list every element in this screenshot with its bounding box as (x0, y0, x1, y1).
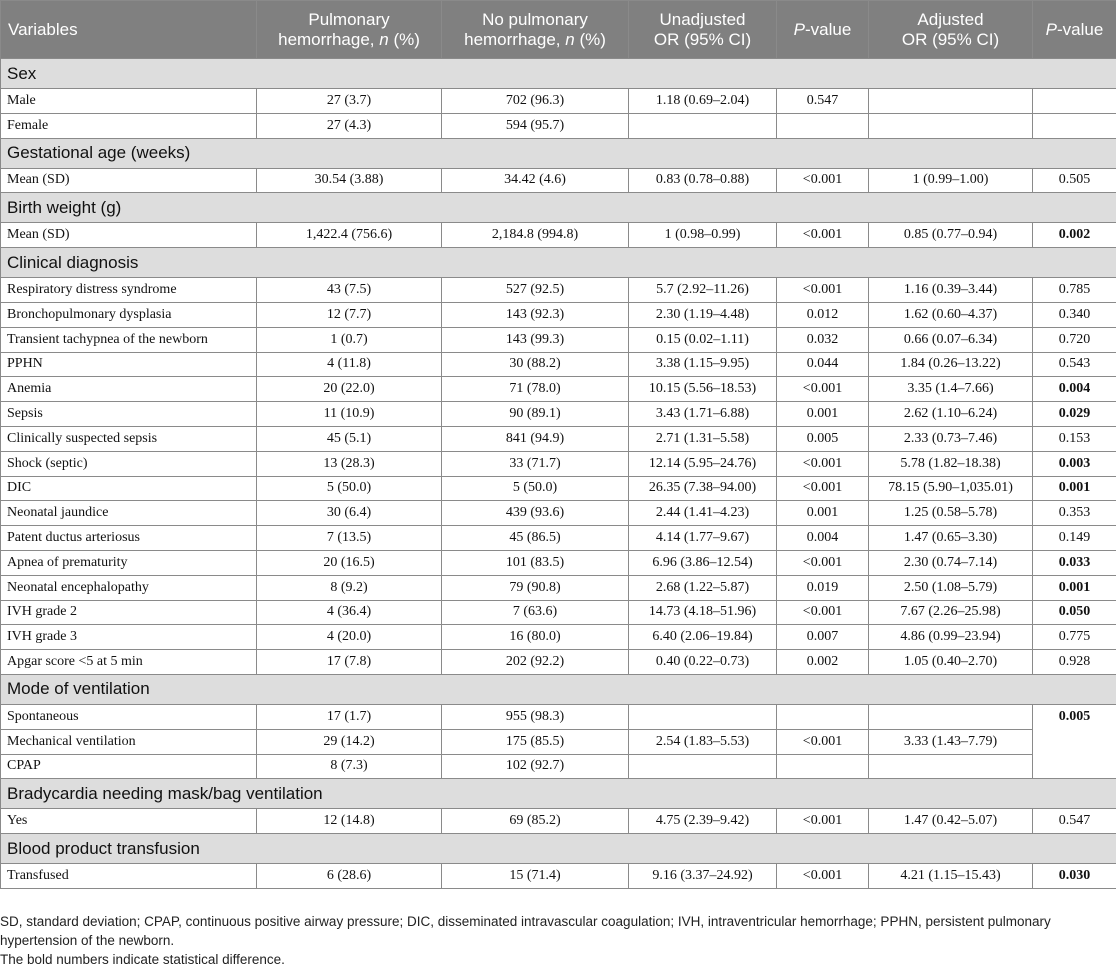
table-row (1, 476, 1116, 501)
row-label: Shock (septic) (1, 451, 257, 476)
row-label: Yes (1, 809, 257, 834)
cell-p-unadj: <0.001 (777, 223, 869, 248)
cell-unadj-or: 12.14 (5.95–24.76) (629, 451, 777, 476)
cell-adj-or: 1.16 (0.39–3.44) (869, 278, 1033, 303)
cell-adj-or: 78.15 (5.90–1,035.01) (869, 476, 1033, 501)
cell-p-adj: 0.340 (1033, 302, 1116, 327)
table-row (1, 526, 1116, 551)
cell-ph: 17 (7.8) (257, 650, 442, 675)
table-row (1, 575, 1116, 600)
cell-p-unadj: 0.007 (777, 625, 869, 650)
cell-ph: 13 (28.3) (257, 451, 442, 476)
cell-noph: 527 (92.5) (442, 278, 629, 303)
cell-adj-or: 4.21 (1.15–15.43) (869, 864, 1033, 889)
cell-p-adj (1033, 89, 1116, 114)
cell-ph: 8 (7.3) (257, 754, 442, 779)
header-adjusted-or: Adjusted OR (95% CI) (869, 1, 1033, 59)
row-label: Patent ductus arteriosus (1, 526, 257, 551)
row-label: CPAP (1, 754, 257, 779)
row-label: Mean (SD) (1, 223, 257, 248)
cell-adj-or: 1.05 (0.40–2.70) (869, 650, 1033, 675)
cell-unadj-or: 2.71 (1.31–5.58) (629, 426, 777, 451)
cell-p-adj: 0.029 (1033, 402, 1116, 427)
cell-p-unadj: 0.547 (777, 89, 869, 114)
row-label: Sepsis (1, 402, 257, 427)
cell-ph: 17 (1.7) (257, 704, 442, 729)
cell-p-unadj: 0.002 (777, 650, 869, 675)
row-label: Transient tachypnea of the newborn (1, 327, 257, 352)
cell-p-unadj: <0.001 (777, 377, 869, 402)
header-p-value-adjusted: P-value (1033, 1, 1116, 59)
cell-unadj-or: 2.54 (1.83–5.53) (629, 729, 777, 754)
cell-unadj-or: 5.7 (2.92–11.26) (629, 278, 777, 303)
cell-unadj-or: 4.75 (2.39–9.42) (629, 809, 777, 834)
cell-noph: 79 (90.8) (442, 575, 629, 600)
section-gestational-age: Gestational age (weeks) (1, 138, 1116, 168)
row-label: IVH grade 2 (1, 600, 257, 625)
cell-adj-or: 1.25 (0.58–5.78) (869, 501, 1033, 526)
table-row (1, 426, 1116, 451)
cell-p-unadj: <0.001 (777, 451, 869, 476)
cell-noph: 841 (94.9) (442, 426, 629, 451)
cell-ph: 30 (6.4) (257, 501, 442, 526)
table-row (1, 302, 1116, 327)
cell-p-adj: 0.033 (1033, 550, 1116, 575)
cell-p-unadj: 0.001 (777, 402, 869, 427)
table-row (1, 625, 1116, 650)
cell-adj-or: 3.35 (1.4–7.66) (869, 377, 1033, 402)
cell-adj-or: 3.33 (1.43–7.79) (869, 729, 1033, 754)
header-variables: Variables (1, 1, 257, 59)
cell-p-adj: 0.353 (1033, 501, 1116, 526)
cell-ph: 11 (10.9) (257, 402, 442, 427)
table-row (1, 729, 1116, 754)
row-label: Respiratory distress syndrome (1, 278, 257, 303)
cell-noph: 45 (86.5) (442, 526, 629, 551)
cell-noph: 90 (89.1) (442, 402, 629, 427)
row-label: Female (1, 113, 257, 138)
table-row (1, 809, 1116, 834)
cell-p-adj: 0.001 (1033, 476, 1116, 501)
cell-noph: 439 (93.6) (442, 501, 629, 526)
cell-noph: 71 (78.0) (442, 377, 629, 402)
row-label: Spontaneous (1, 704, 257, 729)
cell-adj-or (869, 704, 1033, 729)
cell-unadj-or: 14.73 (4.18–51.96) (629, 600, 777, 625)
cell-unadj-or (629, 113, 777, 138)
section-row (1, 834, 1116, 864)
cell-p-adj: 0.785 (1033, 278, 1116, 303)
cell-noph: 7 (63.6) (442, 600, 629, 625)
cell-noph: 5 (50.0) (442, 476, 629, 501)
header-no-pulmonary-hemorrhage: No pulmonary hemorrhage, n (%) (442, 1, 629, 59)
cell-ph: 20 (22.0) (257, 377, 442, 402)
cell-p-unadj (777, 754, 869, 779)
section-mode-of-ventilation: Mode of ventilation (1, 674, 1116, 704)
row-label: Male (1, 89, 257, 114)
cell-unadj-or: 0.40 (0.22–0.73) (629, 650, 777, 675)
row-label: Anemia (1, 377, 257, 402)
cell-noph: 175 (85.5) (442, 729, 629, 754)
cell-ph: 43 (7.5) (257, 278, 442, 303)
footnote-abbreviations: SD, standard deviation; CPAP, continuous positive airway pressure; DIC, disseminated intravascular coagulation; IVH, intraventricular hemorrhage; PPHN, persistent pulmonary hypertension of the newborn. (0, 914, 1051, 948)
table-row (1, 113, 1116, 138)
cell-noph: 15 (71.4) (442, 864, 629, 889)
cell-adj-or: 2.30 (0.74–7.14) (869, 550, 1033, 575)
cell-p-unadj: 0.005 (777, 426, 869, 451)
section-clinical-diagnosis: Clinical diagnosis (1, 248, 1116, 278)
table-row (1, 501, 1116, 526)
table-footnotes (0, 912, 1112, 969)
cell-p-adj: 0.505 (1033, 168, 1116, 193)
cell-ph: 4 (36.4) (257, 600, 442, 625)
cell-p-unadj: <0.001 (777, 476, 869, 501)
section-blood-product-transfusion: Blood product transfusion (1, 834, 1116, 864)
cell-unadj-or: 1 (0.98–0.99) (629, 223, 777, 248)
cell-p-adj: 0.004 (1033, 377, 1116, 402)
cell-ph: 4 (11.8) (257, 352, 442, 377)
row-label: Neonatal encephalopathy (1, 575, 257, 600)
row-label: IVH grade 3 (1, 625, 257, 650)
header-pulmonary-hemorrhage: Pulmonary hemorrhage, n (%) (257, 1, 442, 59)
section-row (1, 779, 1116, 809)
cell-p-adj: 0.002 (1033, 223, 1116, 248)
section-birth-weight: Birth weight (g) (1, 193, 1116, 223)
cell-p-unadj: 0.019 (777, 575, 869, 600)
cell-unadj-or: 10.15 (5.56–18.53) (629, 377, 777, 402)
row-label: Bronchopulmonary dysplasia (1, 302, 257, 327)
cell-adj-or: 1 (0.99–1.00) (869, 168, 1033, 193)
cell-unadj-or: 2.30 (1.19–4.48) (629, 302, 777, 327)
cell-noph: 30 (88.2) (442, 352, 629, 377)
cell-noph: 202 (92.2) (442, 650, 629, 675)
cell-p-adj: 0.003 (1033, 451, 1116, 476)
cell-noph: 102 (92.7) (442, 754, 629, 779)
cell-unadj-or: 6.40 (2.06–19.84) (629, 625, 777, 650)
footnote-bold-note: The bold numbers indicate statistical difference. (0, 952, 285, 967)
table-row (1, 352, 1116, 377)
cell-adj-or (869, 113, 1033, 138)
cell-adj-or (869, 89, 1033, 114)
cell-p-adj: 0.001 (1033, 575, 1116, 600)
cell-p-adj: 0.050 (1033, 600, 1116, 625)
cell-adj-or: 5.78 (1.82–18.38) (869, 451, 1033, 476)
cell-ph: 12 (7.7) (257, 302, 442, 327)
table-row (1, 223, 1116, 248)
cell-ph: 29 (14.2) (257, 729, 442, 754)
cell-p-unadj: <0.001 (777, 864, 869, 889)
clinical-diagnosis-rows (1, 278, 1116, 675)
cell-unadj-or: 26.35 (7.38–94.00) (629, 476, 777, 501)
cell-adj-or: 2.50 (1.08–5.79) (869, 575, 1033, 600)
cell-unadj-or: 0.83 (0.78–0.88) (629, 168, 777, 193)
cell-p-unadj: 0.004 (777, 526, 869, 551)
row-label: Neonatal jaundice (1, 501, 257, 526)
table-row (1, 377, 1116, 402)
cell-noph: 2,184.8 (994.8) (442, 223, 629, 248)
cell-ph: 7 (13.5) (257, 526, 442, 551)
cell-noph: 34.42 (4.6) (442, 168, 629, 193)
cell-p-adj: 0.775 (1033, 625, 1116, 650)
cell-adj-or: 1.84 (0.26–13.22) (869, 352, 1033, 377)
cell-unadj-or: 2.68 (1.22–5.87) (629, 575, 777, 600)
header-unadjusted-or: Unadjusted OR (95% CI) (629, 1, 777, 59)
table-row (1, 550, 1116, 575)
cell-p-adj: 0.543 (1033, 352, 1116, 377)
cell-noph: 594 (95.7) (442, 113, 629, 138)
section-row (1, 193, 1116, 223)
cell-p-unadj: <0.001 (777, 278, 869, 303)
row-label: Apgar score <5 at 5 min (1, 650, 257, 675)
cell-unadj-or: 0.15 (0.02–1.11) (629, 327, 777, 352)
cell-unadj-or: 1.18 (0.69–2.04) (629, 89, 777, 114)
cell-ph: 1 (0.7) (257, 327, 442, 352)
cell-adj-or: 2.33 (0.73–7.46) (869, 426, 1033, 451)
table-row (1, 168, 1116, 193)
cell-p-unadj: <0.001 (777, 600, 869, 625)
cell-unadj-or: 2.44 (1.41–4.23) (629, 501, 777, 526)
cell-adj-or: 7.67 (2.26–25.98) (869, 600, 1033, 625)
row-label: Mean (SD) (1, 168, 257, 193)
cell-p-unadj: <0.001 (777, 729, 869, 754)
row-label: Clinically suspected sepsis (1, 426, 257, 451)
cell-ph: 30.54 (3.88) (257, 168, 442, 193)
cell-unadj-or (629, 754, 777, 779)
table-row (1, 600, 1116, 625)
cell-adj-or: 0.85 (0.77–0.94) (869, 223, 1033, 248)
cell-p-unadj: 0.044 (777, 352, 869, 377)
section-row (1, 138, 1116, 168)
cell-unadj-or: 4.14 (1.77–9.67) (629, 526, 777, 551)
table-row (1, 650, 1116, 675)
cell-p-unadj: 0.032 (777, 327, 869, 352)
cell-p-adj (1033, 113, 1116, 138)
cell-ph: 8 (9.2) (257, 575, 442, 600)
cell-unadj-or: 6.96 (3.86–12.54) (629, 550, 777, 575)
cell-p-adj: 0.030 (1033, 864, 1116, 889)
cell-p-unadj (777, 113, 869, 138)
table-row (1, 451, 1116, 476)
cell-ph: 27 (4.3) (257, 113, 442, 138)
section-row (1, 248, 1116, 278)
row-label: Apnea of prematurity (1, 550, 257, 575)
cell-noph: 702 (96.3) (442, 89, 629, 114)
table-row (1, 327, 1116, 352)
cell-unadj-or (629, 704, 777, 729)
cell-p-adj-ventilation: 0.005 (1033, 704, 1116, 778)
section-bradycardia: Bradycardia needing mask/bag ventilation (1, 779, 1116, 809)
cell-p-unadj: 0.012 (777, 302, 869, 327)
header-p-value-unadjusted: P-value (777, 1, 869, 59)
section-row (1, 59, 1116, 89)
table-row (1, 278, 1116, 303)
cell-noph: 101 (83.5) (442, 550, 629, 575)
cell-noph: 16 (80.0) (442, 625, 629, 650)
cell-p-adj: 0.153 (1033, 426, 1116, 451)
cell-noph: 69 (85.2) (442, 809, 629, 834)
section-sex: Sex (1, 59, 1116, 89)
header-row (1, 1, 1116, 59)
cell-ph: 1,422.4 (756.6) (257, 223, 442, 248)
cell-adj-or: 0.66 (0.07–6.34) (869, 327, 1033, 352)
cell-p-adj: 0.928 (1033, 650, 1116, 675)
cell-adj-or: 4.86 (0.99–23.94) (869, 625, 1033, 650)
section-row (1, 674, 1116, 704)
cell-unadj-or: 9.16 (3.37–24.92) (629, 864, 777, 889)
cell-p-adj: 0.720 (1033, 327, 1116, 352)
table-row (1, 864, 1116, 889)
row-label: DIC (1, 476, 257, 501)
cell-noph: 143 (99.3) (442, 327, 629, 352)
cell-adj-or: 2.62 (1.10–6.24) (869, 402, 1033, 427)
table-row (1, 402, 1116, 427)
row-label: Mechanical ventilation (1, 729, 257, 754)
cell-p-adj: 0.149 (1033, 526, 1116, 551)
cell-adj-or: 1.47 (0.42–5.07) (869, 809, 1033, 834)
cell-p-unadj: 0.001 (777, 501, 869, 526)
cell-adj-or: 1.47 (0.65–3.30) (869, 526, 1033, 551)
table-row (1, 754, 1116, 779)
cell-p-adj: 0.547 (1033, 809, 1116, 834)
table-row (1, 89, 1116, 114)
cell-unadj-or: 3.43 (1.71–6.88) (629, 402, 777, 427)
cell-p-unadj: <0.001 (777, 168, 869, 193)
cell-p-unadj: <0.001 (777, 809, 869, 834)
cell-adj-or (869, 754, 1033, 779)
cell-ph: 27 (3.7) (257, 89, 442, 114)
cell-ph: 5 (50.0) (257, 476, 442, 501)
cell-ph: 12 (14.8) (257, 809, 442, 834)
cell-p-unadj: <0.001 (777, 550, 869, 575)
cell-ph: 4 (20.0) (257, 625, 442, 650)
cell-noph: 955 (98.3) (442, 704, 629, 729)
cell-noph: 33 (71.7) (442, 451, 629, 476)
cell-p-unadj (777, 704, 869, 729)
cell-ph: 20 (16.5) (257, 550, 442, 575)
cell-ph: 6 (28.6) (257, 864, 442, 889)
cell-unadj-or: 3.38 (1.15–9.95) (629, 352, 777, 377)
cell-noph: 143 (92.3) (442, 302, 629, 327)
row-label: PPHN (1, 352, 257, 377)
cell-adj-or: 1.62 (0.60–4.37) (869, 302, 1033, 327)
cell-ph: 45 (5.1) (257, 426, 442, 451)
row-label: Transfused (1, 864, 257, 889)
table-row (1, 704, 1116, 729)
